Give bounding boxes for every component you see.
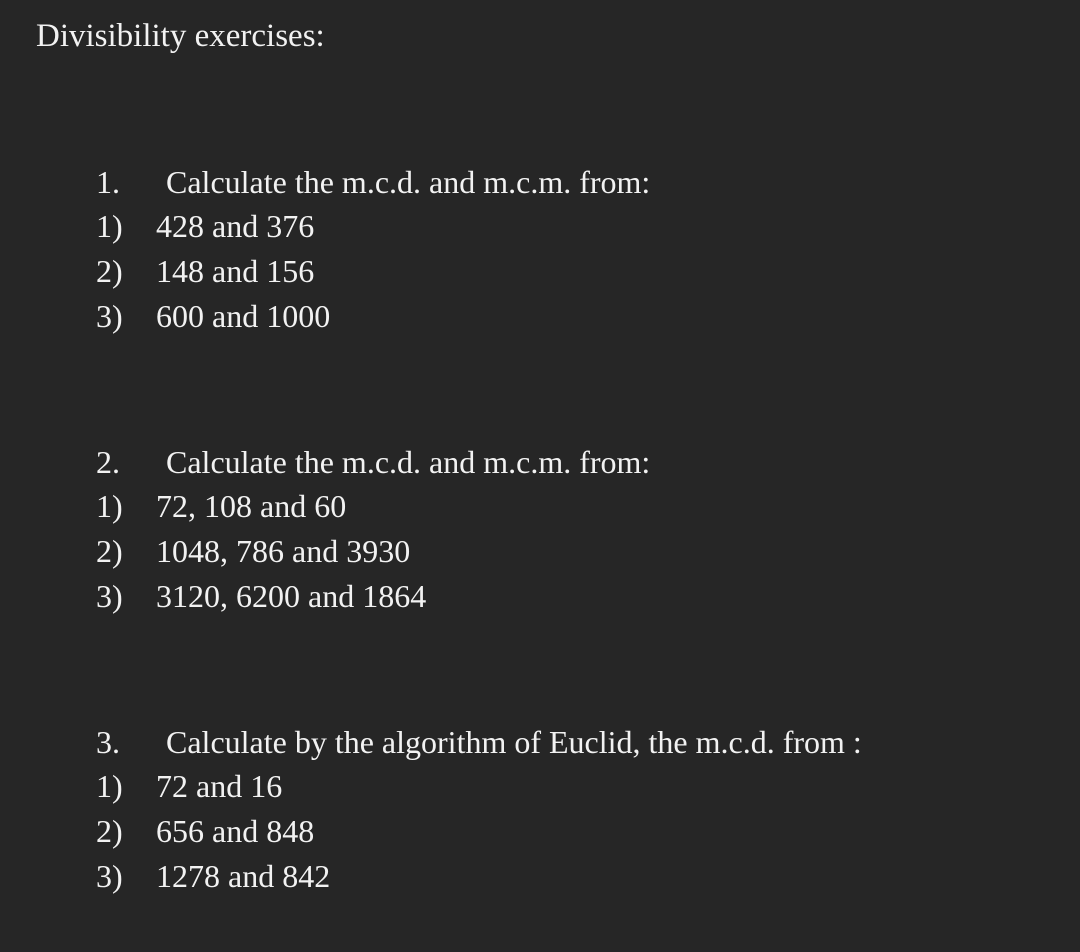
item-label: 3) [96, 298, 123, 334]
list-item [96, 204, 1056, 249]
exercise-section-3 [96, 720, 1056, 899]
item-label: 2) [96, 253, 123, 289]
item-text: 72 and 16 [156, 768, 283, 804]
list-item [96, 854, 1056, 899]
list-item [96, 529, 1056, 574]
exercise-heading [96, 160, 1056, 204]
exercise-instruction: Calculate by the algorithm of Euclid, the m.c.d. from : [166, 724, 862, 760]
list-item [96, 249, 1056, 294]
item-text: 1278 and 842 [156, 858, 331, 894]
exercise-number: 3. [96, 724, 120, 760]
item-text: 1048, 786 and 3930 [156, 533, 411, 569]
item-text: 600 and 1000 [156, 298, 331, 334]
item-label: 1) [96, 208, 123, 244]
exercise-heading [96, 440, 1056, 484]
item-label: 3) [96, 578, 123, 614]
exercise-number: 1. [96, 164, 120, 200]
exercise-section-2 [96, 440, 1056, 619]
exercise-section-1 [96, 160, 1056, 339]
item-text: 656 and 848 [156, 813, 315, 849]
exercise-heading [96, 720, 1056, 764]
list-item [96, 294, 1056, 339]
exercise-instruction: Calculate the m.c.d. and m.c.m. from: [166, 444, 651, 480]
list-item [96, 764, 1056, 809]
item-label: 3) [96, 858, 123, 894]
item-label: 2) [96, 533, 123, 569]
item-label: 1) [96, 768, 123, 804]
item-text: 148 and 156 [156, 253, 315, 289]
item-text: 428 and 376 [156, 208, 315, 244]
list-item [96, 574, 1056, 619]
item-text: 72, 108 and 60 [156, 488, 347, 524]
list-item [96, 809, 1056, 854]
page-title: Divisibility exercises: [36, 18, 325, 54]
item-label: 1) [96, 488, 123, 524]
item-text: 3120, 6200 and 1864 [156, 578, 427, 614]
exercise-instruction: Calculate the m.c.d. and m.c.m. from: [166, 164, 651, 200]
exercise-number: 2. [96, 444, 120, 480]
list-item [96, 484, 1056, 529]
item-label: 2) [96, 813, 123, 849]
